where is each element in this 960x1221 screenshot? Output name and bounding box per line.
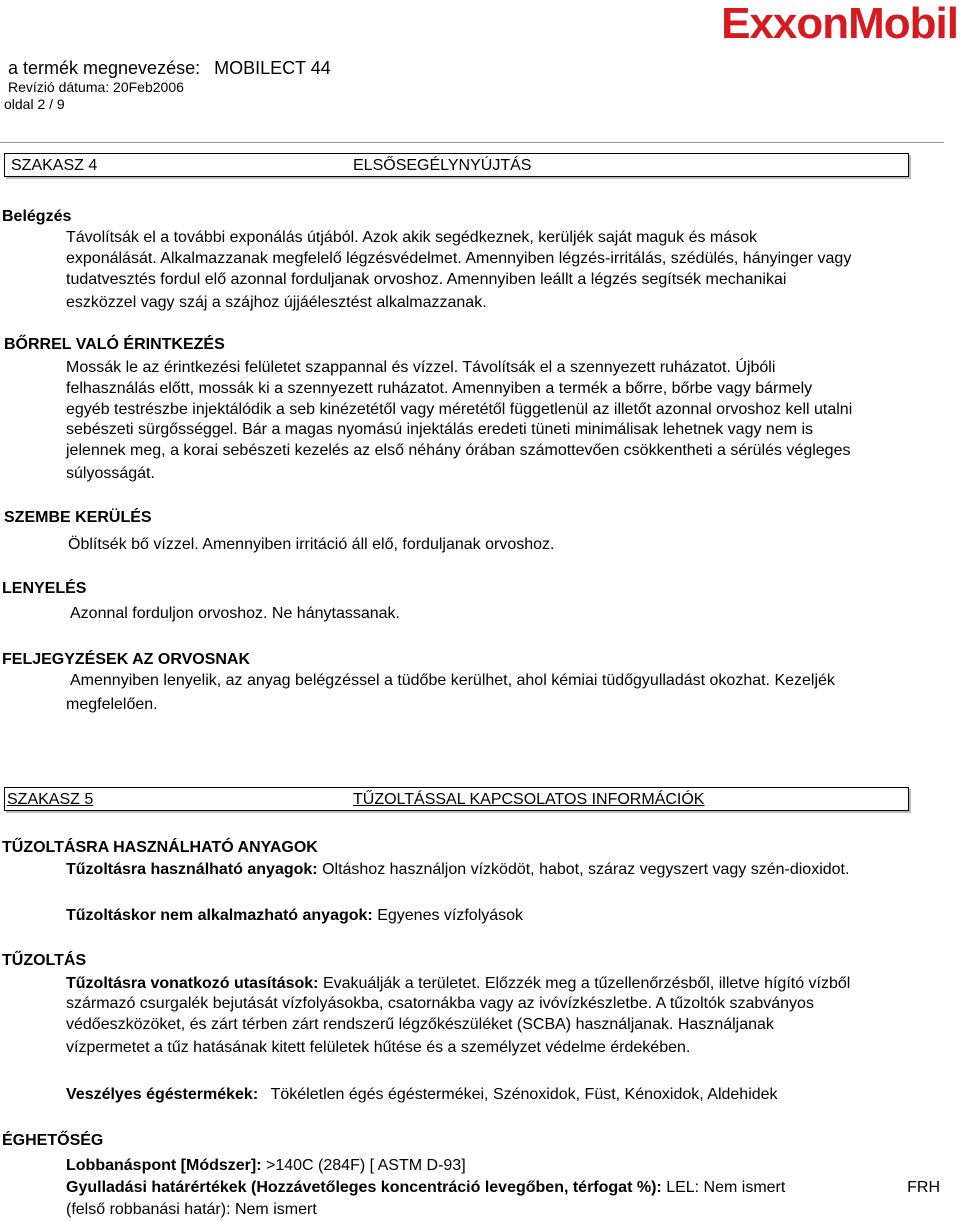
product-line — [8, 58, 331, 79]
exxonmobil-logo: ExxonMobil — [721, 0, 958, 48]
flammable-limits-row — [66, 1177, 940, 1198]
inhalation-heading: Belégzés — [2, 208, 72, 225]
hazardous-products-text: Tökéletlen égés égéstermékei, Szénoxidok, Füst, Kénoxidok, Aldehidek — [270, 1086, 778, 1103]
extinguishing-media-text: Oltáshoz használjon vízködöt, habot, száraz vegyszert vagy szén-dioxidot. — [322, 861, 850, 878]
flash-point-row — [66, 1155, 466, 1176]
ingestion-text: Azonnal forduljon orvoshoz. Ne hánytassanak. — [70, 605, 400, 622]
section-4-header — [4, 153, 909, 177]
inhalation-line: tudatvesztés fordul elő azonnal forduljanak orvoshoz. Amennyiben leállt a légzés segítsék mechanikai — [66, 271, 787, 288]
flash-point-text: >140C (284F) [ ASTM D-93] — [266, 1157, 466, 1174]
product-label: a termék megnevezése: — [8, 58, 201, 78]
unsuitable-media-label: Tűzoltáskor nem alkalmazható anyagok: — [66, 907, 373, 924]
unsuitable-media-text: Egyenes vízfolyások — [377, 907, 524, 924]
firefighting-heading: TŰZOLTÁS — [2, 952, 87, 969]
section-5-title: TŰZOLTÁSSAL KAPCSOLATOS INFORMÁCIÓK — [353, 791, 705, 808]
instructions-line: származó csurgalék bejutását vízfolyásokba, csatornákba vagy az ivóvízkészletbe. A tűzoltók szabványos — [66, 995, 814, 1012]
page-number: oldal 2 / 9 — [4, 96, 65, 112]
skin-contact-line: jelennek meg, a korai sebészeti kezelés az első néhány órában számottevően csökkentheti a sérülés végleges — [66, 442, 851, 459]
eye-contact-heading: SZEMBE KERÜLÉS — [4, 509, 152, 526]
inhalation-line: Távolítsák el a további exponálás útjából. Azok akik segédkeznek, kerüljék saját maguk és mások — [66, 229, 758, 246]
flammable-limits-upper: (felső robbanási határ): Nem ismert — [66, 1201, 317, 1218]
inhalation-line: eszközzel vagy száj a szájhoz újjáélesztést alkalmazzanak. — [66, 294, 487, 311]
instructions-line: vízpermetet a tűz hatásának kitett felületek hűtése és a személyzet védelme érdekében. — [66, 1039, 691, 1056]
skin-contact-line: súlyosságát. — [66, 465, 155, 482]
notes-to-physician-heading: FELJEGYZÉSEK AZ ORVOSNAK — [2, 651, 251, 668]
section-5-number: SZAKASZ 5 — [7, 791, 94, 808]
hazardous-products-row — [66, 1084, 778, 1105]
flammability-heading: ÉGHETŐSÉG — [2, 1132, 104, 1149]
section-4-title: ELSŐSEGÉLYNYÚJTÁS — [353, 157, 532, 174]
section-4-number: SZAKASZ 4 — [11, 157, 98, 174]
unsuitable-media-row — [66, 905, 523, 926]
skin-contact-heading: BŐRREL VALÓ ÉRINTKEZÉS — [4, 336, 225, 353]
notes-line: Amennyiben lenyelik, az anyag belégzéssel a tüdőbe kerülhet, ahol kémiai tüdőgyulladást okozhat. Kezeljék — [70, 672, 835, 689]
section-5-header — [4, 787, 909, 811]
flammable-limits-label: Gyulladási határértékek (Hozzávetőleges koncentráció levegőben, térfogat %): — [66, 1179, 662, 1196]
extinguishing-media-row — [66, 859, 849, 880]
flash-point-label: Lobbanáspont [Módszer]: — [66, 1157, 262, 1174]
instructions-line: védőeszközöket, és zárt térben zárt rendszerű légzőkészüléket (SCBA) használjanak. Használjanak — [66, 1016, 774, 1033]
notes-line: megfelelően. — [66, 696, 158, 713]
hazardous-products-label: Veszélyes égéstermékek: — [66, 1086, 259, 1103]
flammable-limits-lel: LEL: Nem ismert — [666, 1179, 786, 1196]
product-name: MOBILECT 44 — [214, 58, 331, 78]
extinguishing-media-label: Tűzoltásra használható anyagok: — [66, 861, 318, 878]
extinguishing-media-heading: TŰZOLTÁSRA HASZNÁLHATÓ ANYAGOK — [2, 839, 318, 856]
instructions-row — [66, 973, 850, 994]
instructions-label: Tűzoltásra vonatkozó utasítások: — [66, 975, 319, 992]
skin-contact-line: sebészeti sürgősséggel. Bár a magas nyomású injektálás eredeti tüneti minimálisak lehetnek vagy nem is — [66, 421, 814, 438]
revision-date: Revízió dátuma: 20Feb2006 — [8, 79, 184, 95]
instructions-line: Evakuálják a területet. Előzzék meg a tűzellenőrzésből, illetve hígító vízből — [322, 975, 851, 992]
skin-contact-line: egyéb testrészbe injektálódik a seb kinézetétől vagy méretétől függetlenül az illetőt azonnal orvoshoz kell utalni — [66, 401, 853, 418]
eye-contact-text: Öblítsék bő vízzel. Amennyiben irritáció áll elő, forduljanak orvoshoz. — [68, 536, 555, 553]
flammable-limits-frh: FRH — [907, 1179, 940, 1196]
inhalation-line: exponálását. Alkalmazzanak megfelelő légzésvédelmet. Amennyiben légzés-irritálás, szédülés, hányinger vagy — [66, 250, 852, 267]
skin-contact-line: Mossák le az érintkezési felületet szappannal és vízzel. Távolítsák el a szennyezett ruházatot. Újbóli — [66, 359, 776, 376]
skin-contact-line: felhasználás előtt, mossák ki a szennyezett ruházatot. Amennyiben a termék a bőrre, bőrbe vagy bármely — [66, 380, 813, 397]
header-divider — [0, 142, 944, 143]
ingestion-heading: LENYELÉS — [2, 580, 87, 597]
